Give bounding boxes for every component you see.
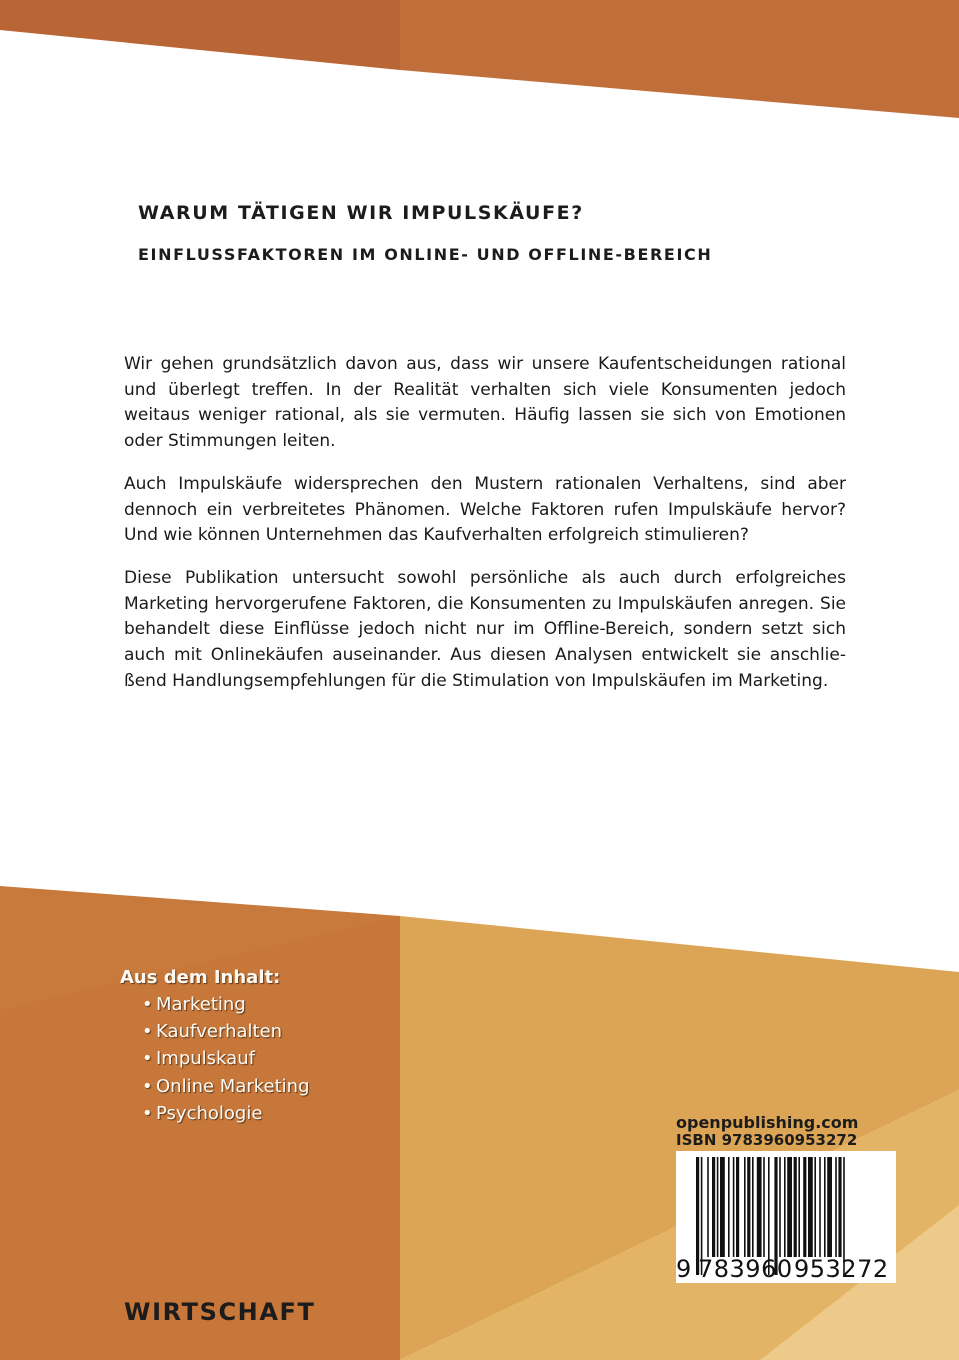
isbn-label: ISBN 9783960953272 <box>676 1131 858 1149</box>
barcode-bar <box>819 1157 821 1257</box>
barcode-bar <box>808 1157 813 1257</box>
barcode-bar <box>779 1157 781 1257</box>
barcode-digits-left: 783960 <box>698 1255 793 1283</box>
list-item-label: Kaufverhalten <box>156 1021 283 1043</box>
barcode-bar <box>794 1157 797 1257</box>
barcode-digits <box>676 1255 896 1283</box>
barcode-bar <box>736 1157 739 1257</box>
bullet-icon: • <box>142 1048 153 1070</box>
barcode-digits-right: 953272 <box>794 1255 889 1283</box>
bullet-icon: • <box>142 994 153 1015</box>
list-item <box>142 991 310 1018</box>
barcode-bar <box>717 1157 719 1257</box>
barcode-bar <box>720 1157 725 1257</box>
contents-items <box>120 991 310 1127</box>
barcode-bar <box>763 1157 765 1257</box>
barcode-bar <box>814 1157 816 1257</box>
list-item-label: Impulskauf <box>156 1048 255 1070</box>
blurb-paragraph: Auch Impulskäufe widersprechen den Mustern rationalen Verhaltens, sind aber dennoch ein verbreitetes Phänomen. Welche Faktoren rufen Impulskäufe hervor? Und wie können Unternehmen das Kaufverhalten erfolgreich stimulieren? <box>124 473 846 546</box>
barcode-bar <box>728 1157 730 1257</box>
barcode-bar <box>744 1157 746 1257</box>
barcode-bar <box>747 1157 750 1257</box>
publisher-url: openpublishing.com <box>676 1113 859 1132</box>
barcode-bar <box>827 1157 832 1257</box>
top-band-left <box>0 0 400 70</box>
category-label: WIRTSCHAFT <box>124 1298 316 1326</box>
barcode-bar <box>838 1157 841 1257</box>
blurb-paragraph: Wir gehen grundsätzlich davon aus, dass wir unsere Kaufentscheidungen rational und überlegt treffen. In der Realität verhalten sich viele Konsumenten jedoch weitaus weniger rational, als sie vermuten. Häufig lassen sie sich von Emotionen oder Stimmungen leiten. <box>124 354 846 452</box>
top-band-right <box>400 0 959 118</box>
barcode-bar <box>757 1157 762 1257</box>
bullet-icon: • <box>142 1075 153 1097</box>
bullet-icon: • <box>142 1102 153 1124</box>
list-item <box>142 1073 310 1100</box>
barcode-bar <box>733 1157 735 1257</box>
barcode-bar <box>787 1157 792 1257</box>
contents-heading: Aus dem Inhalt: <box>120 967 281 988</box>
list-item-label: Marketing <box>156 994 246 1015</box>
barcode-digit-lead: 9 <box>676 1255 692 1283</box>
barcode-bar <box>803 1157 806 1257</box>
blurb-paragraph: Diese Publikation untersucht sowohl persönliche als auch durch erfolgreiches Marketing hervorgerufene Faktoren, die Konsumenten zu Impulskäufen anregen. Sie behandelt diese Einflüsse jedoch nicht nur im Offline-Bereich, sondern setzt sich auch mit Onlinekäufen auseinander. Aus diesen Analysen entwickelt sie anschließend Handlungsempfehlungen für die Stimulation von Impulskäufen im Marketing. <box>124 567 846 691</box>
list-item <box>142 1100 310 1127</box>
contents-list <box>120 964 310 1127</box>
barcode-bar <box>798 1157 800 1257</box>
barcode-bar <box>824 1157 826 1257</box>
barcode-bar <box>784 1157 786 1257</box>
blurb <box>124 352 846 711</box>
list-item <box>142 1045 310 1072</box>
list-item <box>142 1018 310 1045</box>
barcode-bar <box>752 1157 754 1257</box>
book-subtitle: EINFLUSSFAKTOREN IM ONLINE- UND OFFLINE-BEREICH <box>138 245 713 264</box>
list-item-label: Psychologie <box>156 1102 263 1124</box>
barcode-bar <box>707 1157 709 1257</box>
book-title: WARUM TÄTIGEN WIR IMPULSKÄUFE? <box>138 202 584 224</box>
bullet-icon: • <box>142 1021 153 1043</box>
barcode-bar <box>835 1157 837 1257</box>
barcode-bar <box>712 1157 715 1257</box>
list-item-label: Online Marketing <box>156 1075 310 1097</box>
